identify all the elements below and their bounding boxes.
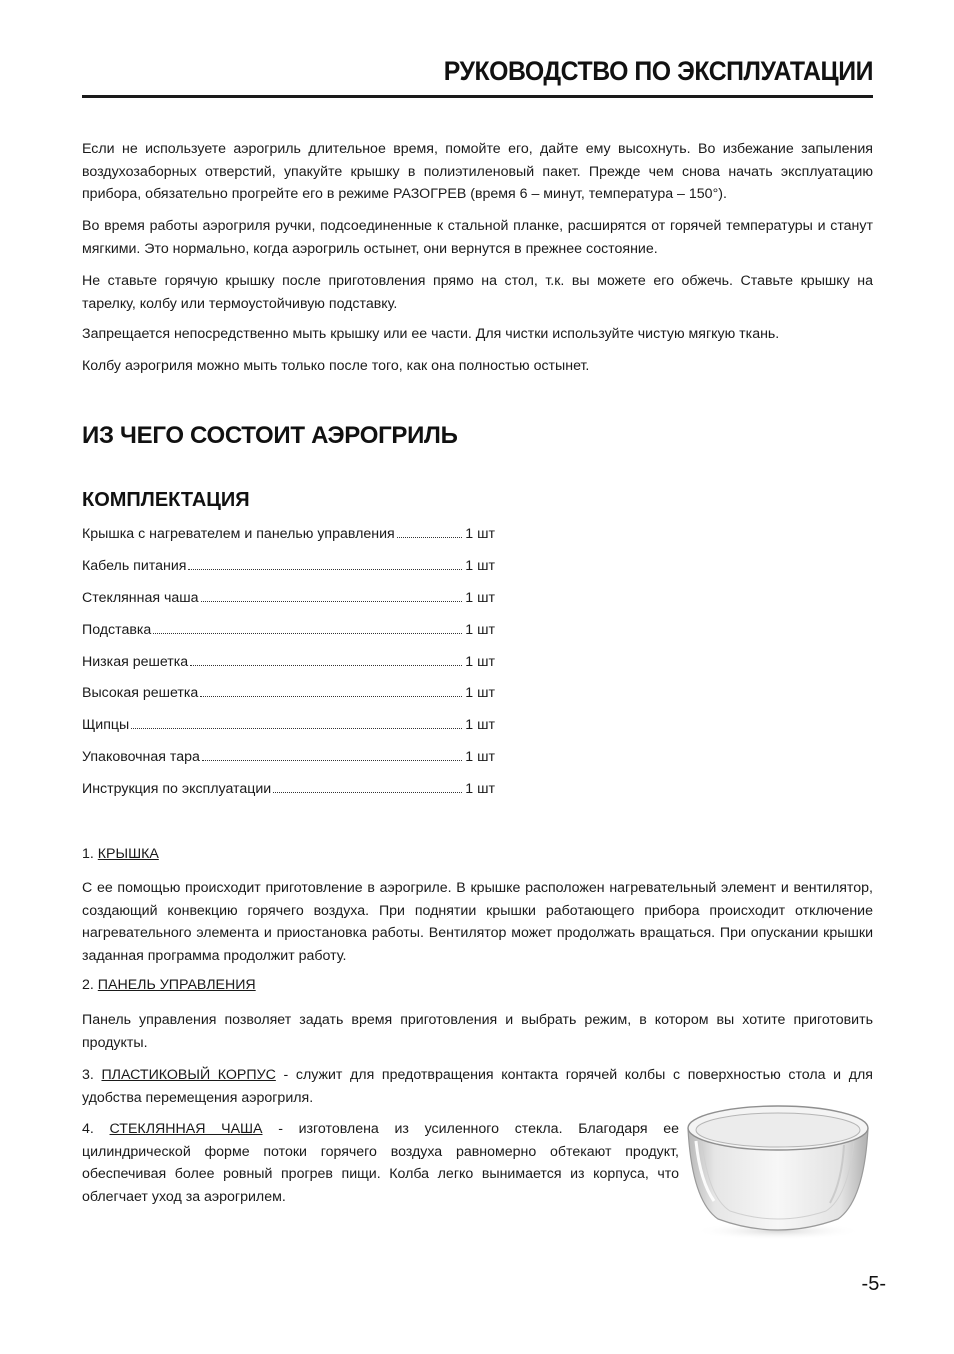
kit-leader-dots [200, 696, 462, 697]
part-glass-bowl-title: СТЕКЛЯННАЯ ЧАША [109, 1121, 263, 1137]
kit-leader-dots [131, 728, 462, 729]
glass-bowl-image [684, 1101, 872, 1241]
part-lid-heading [82, 846, 159, 862]
kit-item-name: Инструкция по эксплуатации [82, 781, 272, 798]
kit-item [82, 749, 495, 781]
kit-item [82, 622, 495, 654]
part-plastic-body-title: ПЛАСТИКОВЫЙ КОРПУС [101, 1067, 276, 1083]
part-lid-description: С ее помощью происходит приготовление в аэрогриле. В крышке расположен нагревательный элемент и вентилятор, создающий конвекцию горячего воздуха. При поднятии крышки работающего прибора происходит отключение нагревательного элемента и приостановка работы. Вентилятор может продолжать вращаться. При опускании крышки заданная программа продолжит работу. [82, 880, 873, 964]
page-header-title: РУКОВОДСТВО ПО ЭКСПЛУАТАЦИИ [443, 56, 873, 86]
part-plastic-body-description: - служит для предотвращения контакта горячей колбы с поверхностью стола и для удобства перемещения аэрогриля. [82, 1067, 873, 1106]
part-glass-bowl-paragraph [82, 1118, 679, 1208]
kit-list [82, 526, 495, 813]
kit-item [82, 654, 495, 686]
kit-subsection-title: КОМПЛЕКТАЦИЯ [82, 489, 250, 511]
kit-item-qty: 1 шт [465, 781, 495, 798]
kit-leader-dots [153, 633, 462, 634]
intro-paragraph-storage: Если не используете аэрогриль длительное время, помойте его, дайте ему высохнуть. Во избежание запыления воздухозаборных отверстий, упакуйте крышку в полиэтиленовый пакет. Прежде чем снова начать эксплуатацию прибора, обязательно прогрейте его в режиме РАЗОГРЕВ (время 6 – минут, температура – 150°). [82, 141, 873, 202]
kit-item-qty: 1 шт [465, 717, 495, 734]
kit-item-qty: 1 шт [465, 589, 495, 606]
kit-item [82, 781, 495, 813]
intro-paragraph-hot-lid: Не ставьте горячую крышку после приготовления прямо на стол, т.к. вы можете его обжечь. Ставьте крышку на тарелку, колбу или термоустойчивую подставку. [82, 273, 873, 312]
kit-item [82, 558, 495, 590]
part-lid-number: 1. [82, 846, 94, 862]
intro-paragraph-bowl-washing: Колбу аэрогриля можно мыть только после того, как она полностью остынет. [82, 358, 590, 374]
kit-item-qty: 1 шт [465, 749, 495, 766]
part-control-panel-description: Панель управления позволяет задать время приготовления и выбрать режим, в котором вы хотите приготовить продукты. [82, 1012, 873, 1051]
kit-leader-dots [273, 792, 462, 793]
kit-leader-dots [201, 601, 463, 602]
kit-item-qty: 1 шт [465, 526, 495, 542]
kit-leader-dots [188, 569, 462, 570]
kit-item-name: Кабель питания [82, 557, 187, 574]
kit-item [82, 717, 495, 749]
kit-item-name: Стеклянная чаша [82, 589, 199, 606]
kit-item-qty: 1 шт [465, 685, 495, 702]
header-divider [82, 95, 873, 98]
part-control-panel-number: 2. [82, 977, 94, 993]
kit-item-qty: 1 шт [465, 653, 495, 670]
kit-item-name: Подставка [82, 621, 152, 638]
kit-item-name: Высокая решетка [82, 685, 199, 702]
part-control-panel-title: ПАНЕЛЬ УПРАВЛЕНИЯ [97, 977, 256, 993]
kit-item-name: Крышка с нагревателем и панелью управления [82, 526, 395, 542]
kit-item-name: Упаковочная тара [82, 749, 200, 766]
kit-leader-dots [202, 760, 462, 761]
kit-item [82, 685, 495, 717]
kit-leader-dots [397, 537, 463, 538]
part-plastic-body-number: 3. [82, 1067, 94, 1083]
section-title: ИЗ ЧЕГО СОСТОИТ АЭРОГРИЛЬ [82, 422, 458, 449]
kit-leader-dots [190, 665, 462, 666]
intro-paragraph-cleaning: Запрещается непосредственно мыть крышку или ее части. Для чистки используйте чистую мягкую ткань. [82, 326, 780, 342]
kit-item-qty: 1 шт [465, 621, 495, 638]
part-control-panel-heading [82, 977, 256, 993]
bowl-rim-inner [696, 1113, 860, 1147]
kit-item [82, 590, 495, 622]
kit-item [82, 526, 495, 558]
page-number: -5- [861, 1273, 886, 1295]
kit-item-qty: 1 шт [465, 557, 495, 574]
intro-paragraph-handles: Во время работы аэрогриля ручки, подсоединенные к стальной планке, расширятся от горячей температуры и станут мягкими. Это нормально, когда аэрогриль остынет, они вернутся в прежнее состояние. [82, 218, 873, 257]
part-glass-bowl-description: - изготовлена из усиленного стекла. Благодаря ее цилиндрической форме потоки горячего воздуха равномерно обтекают продукт, обеспечивая более ровный прогрев пищи. Колба легко вынимается из корпуса, что облегчает уход за аэрогрилем. [82, 1121, 679, 1205]
kit-item-name: Щипцы [82, 717, 130, 734]
part-glass-bowl-number: 4. [82, 1121, 94, 1137]
kit-item-name: Низкая решетка [82, 653, 189, 670]
part-lid-title: КРЫШКА [97, 846, 159, 862]
